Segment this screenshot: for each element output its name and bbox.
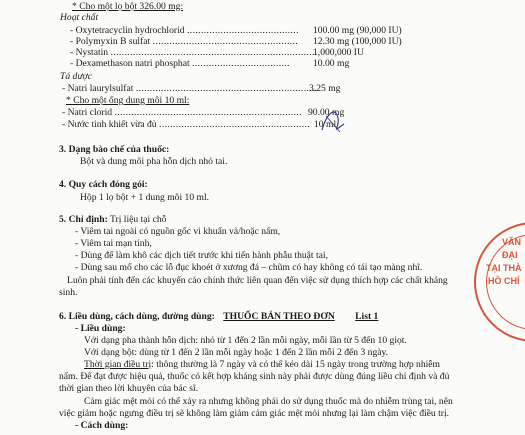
antibiotic-note-line: sinh. — [59, 287, 78, 298]
ingredient-name: - Oxytetracyclin hydrochlorid — [70, 25, 185, 36]
section-4-title: 4. Quy cách đóng gói: — [59, 179, 148, 190]
excipients-label: Tá dược — [60, 71, 92, 82]
duration-text: : thông thường là 7 ngày và có thể kéo dài 15 ngày trong trường hợp nhiễm — [151, 359, 441, 370]
stamp-text: TẠI THÀ — [486, 263, 522, 273]
leader-dots: .................................................... — [152, 36, 299, 47]
leader-dots: ................................................................. — [135, 83, 318, 94]
signature-mark — [318, 104, 348, 138]
excipient-row — [62, 84, 318, 94]
ingredient-name: - Dexamethason natri phosphat — [70, 58, 190, 69]
leader-dots: ........................................ — [186, 25, 299, 36]
section-5-inline: Trị liệu tại chỗ — [107, 214, 167, 225]
solvent-row — [62, 108, 302, 118]
official-stamp — [474, 222, 525, 342]
solvent-amount: 10 ml — [314, 119, 337, 130]
ingredient-amount: 10.00 mg — [313, 58, 350, 69]
section-5-title: 5. Chỉ định: — [59, 214, 108, 225]
indication-item: - Viêm tai mạn tính, — [75, 238, 152, 249]
stamp-text: ĐẠI — [502, 250, 518, 260]
dosage-title: - Liều dùng: — [75, 323, 126, 334]
leader-dots: .......................................................................... — [110, 47, 318, 58]
active-ingredients-label: Hoạt chất — [60, 12, 99, 23]
indication-item: - Dùng sau mổ cho các lỗ đục khoét ở xương đá – chũm có hay không có tái tạo màng nhĩ. — [75, 262, 423, 273]
duration-line — [84, 360, 440, 370]
ingredient-amount: 1,000,000 IU — [313, 47, 364, 58]
solvent-name: - Natri clorid — [62, 107, 113, 118]
indication-item: - Dùng để làm khô các dịch tiết trước khi tiến hành phẫu thuật tai, — [75, 250, 328, 261]
active-ingredient-row — [70, 48, 318, 58]
section-3-title: 3. Dạng bào chế của thuốc: — [59, 144, 170, 155]
excipient-name: - Natri laurylsulfat — [62, 83, 134, 94]
section-5-heading — [59, 215, 166, 225]
section-6-title: 6. Liều dùng, cách dùng, đường dùng: — [59, 311, 215, 322]
leader-dots: ...................................................... — [159, 119, 311, 130]
powder-vial-heading: * Cho một lọ bột 326.00 mg: — [72, 1, 184, 12]
section-6-heading — [59, 312, 378, 322]
indication-item: - Viêm tai ngoài có nguồn gốc vi khuẩn và/hoặc nấm, — [75, 226, 281, 237]
duration-line: thời gian theo lời khuyên của bác sĩ. — [59, 383, 199, 394]
section-4-body: Hộp 1 lọ bột + 1 dung môi 10 ml. — [80, 192, 210, 203]
duration-label: Thời gian điều trị — [84, 359, 152, 370]
leader-dots: ................................... — [192, 58, 290, 69]
stamp-text: HỒ CHÍ — [488, 276, 520, 286]
solvent-row — [62, 120, 310, 130]
fatigue-warning-line: Cảm giác mệt mỏi có thể xảy ra nhưng không phải do sử dụng thuốc mà do nhiễm trùng tai, nên — [84, 396, 453, 407]
dosage-line: Với dạng bột: dùng từ 1 đến 2 lần mỗi ngày hoặc 1 đến 2 lần mỗi 2 đến 3 ngày. — [84, 347, 389, 358]
antibiotic-note-line: Luôn phải tính đến các khuyến cáo chính thức liên quan đến việc sử dụng thích hợp các chất kháng — [67, 275, 448, 286]
dosage-line: Với dạng pha thành hỗn dịch: nhỏ từ 1 đến 2 lần mỗi ngày, mỗi lần từ 5 đến 10 giọt. — [84, 335, 407, 346]
usage-title: - Cách dùng: — [75, 420, 129, 431]
ingredient-amount: 12.30 mg (100,000 IU) — [313, 36, 402, 47]
ingredient-name: - Nystatin — [70, 47, 109, 58]
ingredient-amount: 100.00 mg (90,000 IU) — [313, 25, 402, 36]
active-ingredient-row — [70, 59, 290, 69]
list-label: List 1 — [355, 311, 379, 322]
solvent-amount: 90.00 mg — [308, 107, 345, 118]
solvent-name: - Nước tinh khiết vừa đủ — [62, 119, 157, 130]
active-ingredient-row — [70, 37, 298, 47]
prescription-badge: THUỐC BÁN THEO ĐƠN — [223, 311, 335, 322]
leader-dots: ................................................................... — [114, 107, 302, 118]
ingredient-name: - Polymyxin B sulfat — [70, 36, 151, 47]
active-ingredient-row — [70, 26, 299, 36]
section-3-body: Bột và dung môi pha hỗn dịch nhỏ tai. — [80, 156, 228, 167]
excipient-amount: 3.25 mg — [309, 83, 341, 94]
duration-line: nấm. Để đạt được hiệu quả, thuốc có kết hợp kháng sinh này phải được dùng đúng liều chỉ định và đủ — [59, 371, 450, 382]
stamp-text: VĂN — [502, 237, 522, 247]
fatigue-warning-line: việc giảm hoặc ngưng điều trị sẽ không làm giảm cảm giác mệt mỏi nhưng lại làm chậm việc điều trị. — [59, 408, 450, 419]
solvent-ampoule-heading: * Cho một ống dung môi 10 ml: — [66, 95, 190, 106]
